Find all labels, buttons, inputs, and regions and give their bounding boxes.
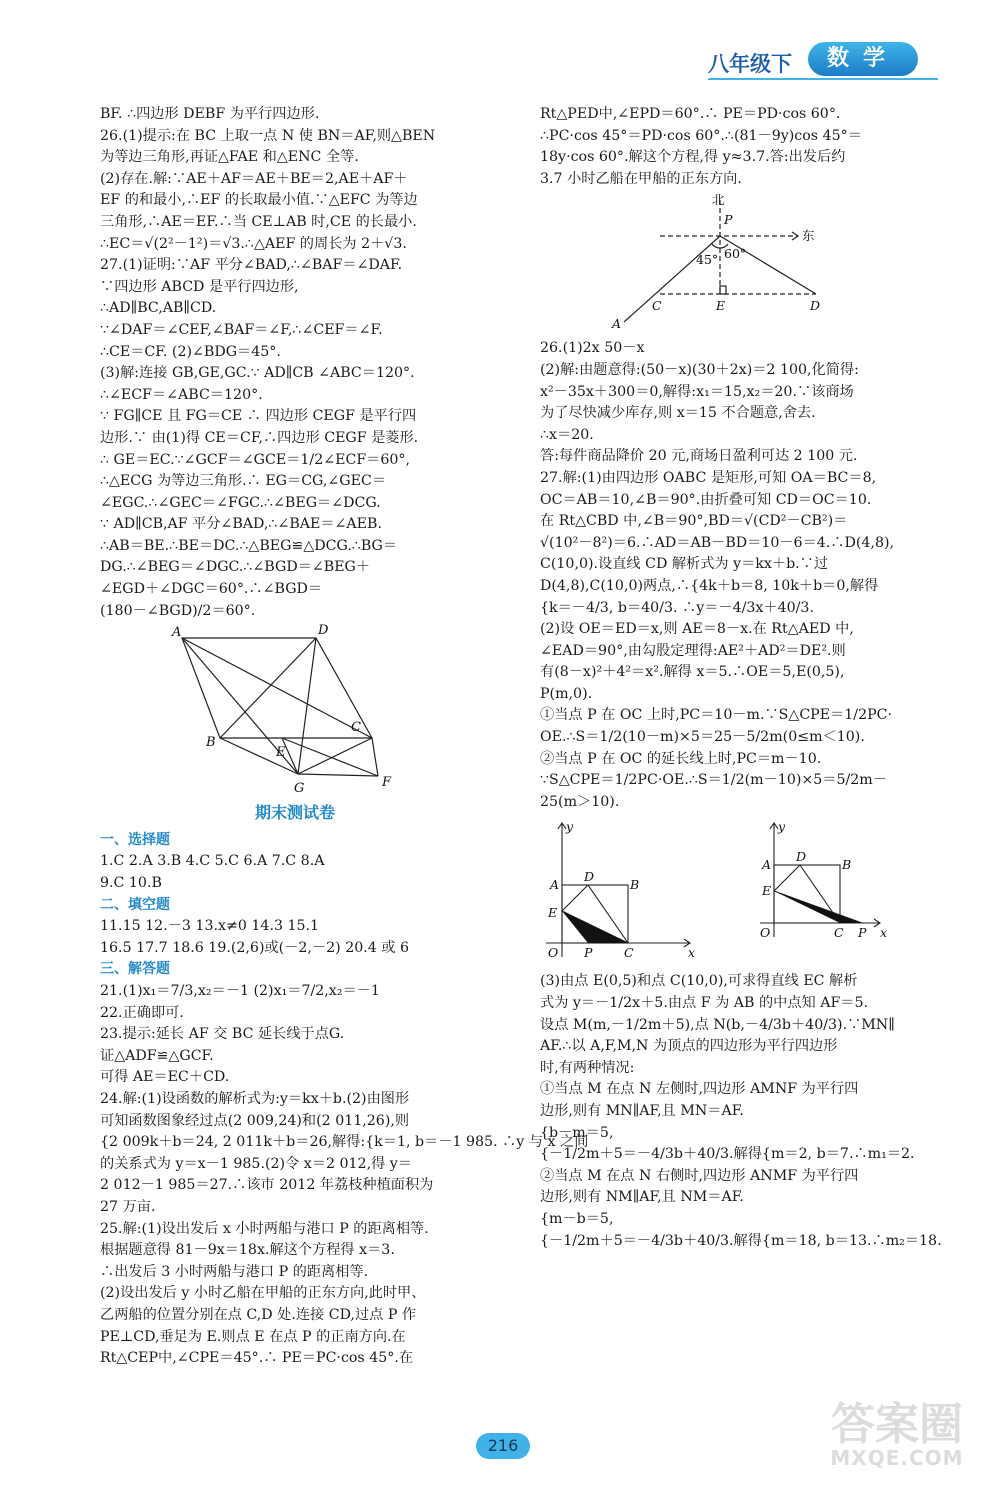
text-line: P(m,0). [540, 685, 593, 702]
watermark-url: MXQE.COM [830, 1446, 964, 1470]
text-line: ∴x＝20. [540, 426, 594, 443]
g1-y: y [566, 819, 574, 835]
right-top-text [540, 104, 930, 190]
text-line: {－1/2m＋5＝－4/3b＋40/3.解得{m＝18, b＝13.∴m₂＝18. [540, 1232, 942, 1249]
text-line: 在 Rt△CBD 中,∠B＝90°,BD＝√(CD²－CB²)＝ [540, 513, 848, 530]
text-line: (2)存在.解:∵AE＋AF＝AE＋BE＝2,AE＋AF＋ [100, 170, 408, 187]
label-B: B [206, 735, 216, 751]
text-line: {b－m＝5, [540, 1124, 614, 1141]
text-line: √(10²－8²)＝6.∴AD＝AB－BD＝10－6＝4.∴D(4,8), [540, 534, 895, 551]
g2-y: y [778, 819, 786, 835]
text-line: OE.∴S＝1/2(10－m)×5＝25－5/2m(0≤m＜10). [540, 729, 865, 746]
text-line: ∵四边形 ABCD 是平行四边形, [100, 278, 299, 295]
text-line: (2)解:由题意得:(50－x)(30＋2x)＝2 100,化简得: [540, 361, 859, 378]
g1-C: C [624, 945, 634, 961]
right-mid-text [540, 338, 930, 813]
page-number: 216 [476, 1433, 530, 1459]
label-angle60: 60° [724, 246, 747, 262]
text-line: ①当点 P 在 OC 上时,PC＝10－m.∵S△CPE＝1/2PC· [540, 707, 893, 724]
text-line: 边形.∵ 由(1)得 CE＝CF,∴四边形 CEGF 是菱形. [100, 429, 419, 446]
choice-answers-1: 1.C 2.A 3.B 4.C 5.C 6.A 7.C 8.A [100, 853, 325, 870]
label-north: 北 [712, 192, 725, 208]
text-line: Rt△CEP中,∠CPE＝45°.∴ PE＝PC·cos 45°.在 [100, 1350, 414, 1367]
g1-x: x [688, 945, 696, 961]
text-line: OC＝AB＝10,∠B＝90°.由折叠可知 CD＝OC＝10. [540, 491, 872, 508]
text-line: 2 012－1 985＝27.∴该市 2012 年荔枝种植面积为 [100, 1177, 434, 1194]
text-line: (2)设出发后 y 小时乙船在甲船的正东方向,此时甲、 [100, 1285, 426, 1302]
label-E: E [276, 745, 286, 761]
g1-P: P [584, 945, 593, 961]
text-line: {k＝－4/3, b＝40/3. ∴y＝－4/3x＋40/3. [540, 599, 814, 616]
text-line: 27 万亩. [100, 1198, 156, 1215]
text-line: ∴PC·cos 45°＝PD·cos 60°.∴(81－9y)cos 45°＝ [540, 127, 862, 144]
text-line: BF. ∴四边形 DEBF 为平行四边形. [100, 106, 320, 122]
text-line: 26.(1)2x 50－x [540, 340, 645, 357]
coordinate-graphs [540, 817, 930, 967]
text-line: 为等边三角形,再证△FAE 和△ENC 全等. [100, 149, 359, 166]
label-G: G [294, 781, 305, 797]
text-line: ∴△ECG 为等边三角形.∴ EG＝CG,∠GEC＝ [100, 473, 387, 490]
g2-O: O [760, 925, 771, 941]
g2-P: P [858, 925, 867, 941]
text-line: 27.(1)证明:∵AF 平分∠BAD,∴∠BAF＝∠DAF. [100, 257, 403, 274]
g2-A: A [762, 857, 772, 873]
text-line: 24.解:(1)设函数的解析式为:y＝kx＋b.(2)由图形 [100, 1090, 410, 1107]
choice-answers-2: 9.C 10.B [100, 875, 162, 892]
header-underline [708, 78, 938, 80]
text-line: (3)由点 E(0,5)和点 C(10,0),可求得直线 EC 解析 [540, 973, 858, 990]
text-line: 边形,则有 MN∥AF,且 MN＝AF. [540, 1103, 744, 1119]
text-line: ∴CE＝CF. (2)∠BDG＝45°. [100, 343, 281, 360]
text-line: 根据题意得 81－9x＝18x.解这个方程得 x＝3. [100, 1242, 395, 1259]
watermark-logo [812, 1399, 982, 1493]
label-C: C [351, 720, 361, 736]
text-line: 3.7 小时乙船在甲船的正东方向. [540, 170, 742, 187]
category-solve: 三、解答题 [100, 961, 170, 978]
text-line: 设点 M(m,－1/2m＋5),点 N(b,－4/3b＋40/3).∵MN∥ [540, 1016, 895, 1033]
g2-x: x [880, 925, 888, 941]
right-column [540, 104, 942, 1252]
g2-B: B [842, 857, 852, 873]
fill-answers-1: 11.15 12.－3 13.x≠0 14.3 15.1 [100, 918, 320, 935]
text-line: 25.解:(1)设出发后 x 小时两船与港口 P 的距离相等. [100, 1220, 429, 1237]
text-line: (180－∠BGD)/2＝60°. [100, 602, 256, 619]
text-line: 证△ADF≌△GCF. [100, 1047, 214, 1064]
text-line: DG.∴∠BEG＝∠DGC.∴∠BGD＝∠BEG＋ [100, 559, 371, 576]
text-line: ∴EC＝√(2²－1²)＝√3.∴△AEF 的周长为 2＋√3. [100, 235, 407, 252]
text-line: ∵∠DAF＝∠CEF,∠BAF＝∠F,∴∠CEF＝∠F. [100, 321, 383, 338]
text-line: ∠EGD＋∠DGC＝60°.∴∠BGD＝ [100, 581, 323, 598]
left-answer-text [100, 104, 490, 622]
subject-badge: 数学 [808, 42, 918, 76]
text-line: 式为 y＝－1/2x＋5.由点 F 为 AB 的中点知 AF＝5. [540, 995, 869, 1012]
label-D: D [318, 623, 329, 639]
text-line: ①当点 M 在点 N 左侧时,四边形 AMNF 为平行四 [540, 1081, 859, 1098]
text-line: 答:每件商品降价 20 元,商场日盈利可达 2 100 元. [540, 448, 858, 465]
text-line: ∴出发后 3 小时两船与港口 P 的距离相等. [100, 1263, 369, 1280]
text-line: 21.(1)x₁＝7/3,x₂＝－1 (2)x₁＝7/2,x₂＝－1 [100, 983, 380, 999]
text-line: EF 的和最小,∴EF 的长取最小值.∵△EFC 为等边 [100, 192, 418, 209]
text-line: {2 009k＋b＝24, 2 011k＋b＝26,解得:{k＝1, b＝－1 985. ∴y 与 x 之间 [100, 1134, 589, 1151]
text-line: ②当点 P 在 OC 的延长线上时,PC＝m－10. [540, 750, 822, 767]
text-line: ∵ FG∥CE 且 FG＝CE ∴ 四边形 CEGF 是平行四 [100, 408, 417, 425]
text-line: 25(m＞10). [540, 793, 620, 810]
g2-C: C [834, 925, 844, 941]
text-line: ②当点 M 在点 N 右侧时,四边形 ANMF 为平行四 [540, 1167, 859, 1184]
text-line: D(4,8),C(10,0)两点,∴{4k＋b＝8, 10k＋b＝0,解得 [540, 577, 879, 594]
text-line: AF.∴以 A,F,M,N 为顶点的四边形为平行四边形 [540, 1038, 838, 1055]
text-line: ∵S△CPE＝1/2PC·OE.∴S＝1/2(m－10)×5＝5/2m－ [540, 772, 887, 789]
text-line: (3)解:连接 GB,GE,GC.∵ AD∥CB ∠ABC＝120°. [100, 365, 415, 382]
text-line: C(10,0).设直线 CD 解析式为 y＝kx＋b.∵过 [540, 556, 829, 573]
grade-label: 八年级下 [708, 52, 792, 76]
g2-D: D [796, 849, 807, 865]
text-line: 可得 AE＝EC＋CD. [100, 1069, 230, 1086]
g1-D: D [584, 869, 595, 885]
text-line: 边形,则有 NM∥AF,且 NM＝AF. [540, 1189, 744, 1206]
label-A2: A [612, 316, 622, 332]
g1-A: A [550, 877, 560, 893]
text-line: ∴ GE＝EC.∵∠GCF＝∠GCE＝1/2∠ECF＝60°, [100, 451, 411, 468]
exam-title: 期末测试卷 [254, 803, 335, 823]
g1-O: O [548, 945, 559, 961]
label-F: F [382, 775, 392, 791]
text-line: 时,有两种情况: [540, 1059, 635, 1076]
text-line: (2)设 OE＝ED＝x,则 AE＝8－x.在 Rt△AED 中, [540, 621, 854, 638]
text-line: ∠EGC.∴∠GEC＝∠FGC.∴∠BEG＝∠DCG. [100, 494, 381, 511]
text-line: {－1/2m＋5＝－4/3b＋40/3.解得{m＝2, b＝7.∴m₁＝2. [540, 1146, 915, 1163]
text-line: 有(8－x)²＋4²＝x².解得 x＝5.∴OE＝5,E(0,5), [540, 664, 845, 681]
text-line: {m－b＝5, [540, 1210, 614, 1227]
text-line: ∴AD∥BC,AB∥CD. [100, 300, 217, 317]
label-angle45: 45° [696, 252, 719, 268]
label-east: 东 [802, 228, 815, 244]
label-C2: C [652, 298, 662, 314]
text-line: ∴∠ECF＝∠ABC＝120°. [100, 386, 263, 403]
text-line: Rt△PED中,∠EPD＝60°.∴ PE＝PD·cos 60°. [540, 106, 841, 122]
text-line: 22.正确即可. [100, 1004, 184, 1021]
text-line: 27.解:(1)由四边形 OABC 是矩形,可知 OA＝BC＝8, [540, 469, 877, 486]
text-line: 26.(1)提示:在 BC 上取一点 N 使 BN＝AF,则△BEN [100, 127, 436, 144]
fill-answers-2: 16.5 17.7 18.6 19.(2,6)或(－2,－2) 20.4 或 6 [100, 939, 410, 956]
text-line: ∵ AD∥CB,AF 平分∠BAD,∴∠BAE＝∠AEB. [100, 516, 382, 533]
text-line: 的关系式为 y＝x－1 985.(2)令 x＝2 012,得 y＝ [100, 1155, 412, 1172]
text-line: 可知函数图象经过点(2 009,24)和(2 011,26),则 [100, 1112, 410, 1129]
text-line: 三角形,∴AE＝EF.∴当 CE⊥AB 时,CE 的长最小. [100, 213, 417, 230]
text-line: ∴AB＝BE.∴BE＝DC.∴△BEG≌△DCG.∴BG＝ [100, 537, 398, 554]
right-bottom-text [540, 971, 942, 1252]
g2-E: E [762, 883, 772, 899]
compass-figure [540, 194, 930, 334]
label-D2: D [810, 298, 821, 314]
parallelogram-figure [100, 623, 490, 797]
text-line: 为了尽快减少库存,则 x＝15 不合题意,舍去. [540, 405, 816, 422]
text-line: 23.提示:延长 AF 交 BC 延长线于点G. [100, 1026, 345, 1043]
category-choice: 一、选择题 [100, 831, 170, 848]
text-line: 18y·cos 60°.解这个方程,得 y≈3.7.答:出发后约 [540, 149, 846, 166]
text-line: ∠EAD＝90°,由勾股定理得:AE²＋AD²＝DE².则 [540, 642, 846, 659]
watermark-main: 答案圈 [831, 1399, 963, 1450]
label-A: A [172, 625, 182, 641]
text-line: 乙两船的位置分别在点 C,D 处.连接 CD,过点 P 作 [100, 1306, 417, 1323]
category-fill: 二、填空题 [100, 896, 170, 913]
g1-E: E [548, 905, 558, 921]
label-P: P [724, 212, 733, 228]
text-line: PE⊥CD,垂足为 E.则点 E 在点 P 的正南方向.在 [100, 1328, 406, 1345]
label-E2: E [716, 298, 726, 314]
text-line: x²－35x＋300＝0,解得:x₁＝15,x₂＝20.∵该商场 [540, 383, 854, 400]
g1-B: B [630, 877, 640, 893]
